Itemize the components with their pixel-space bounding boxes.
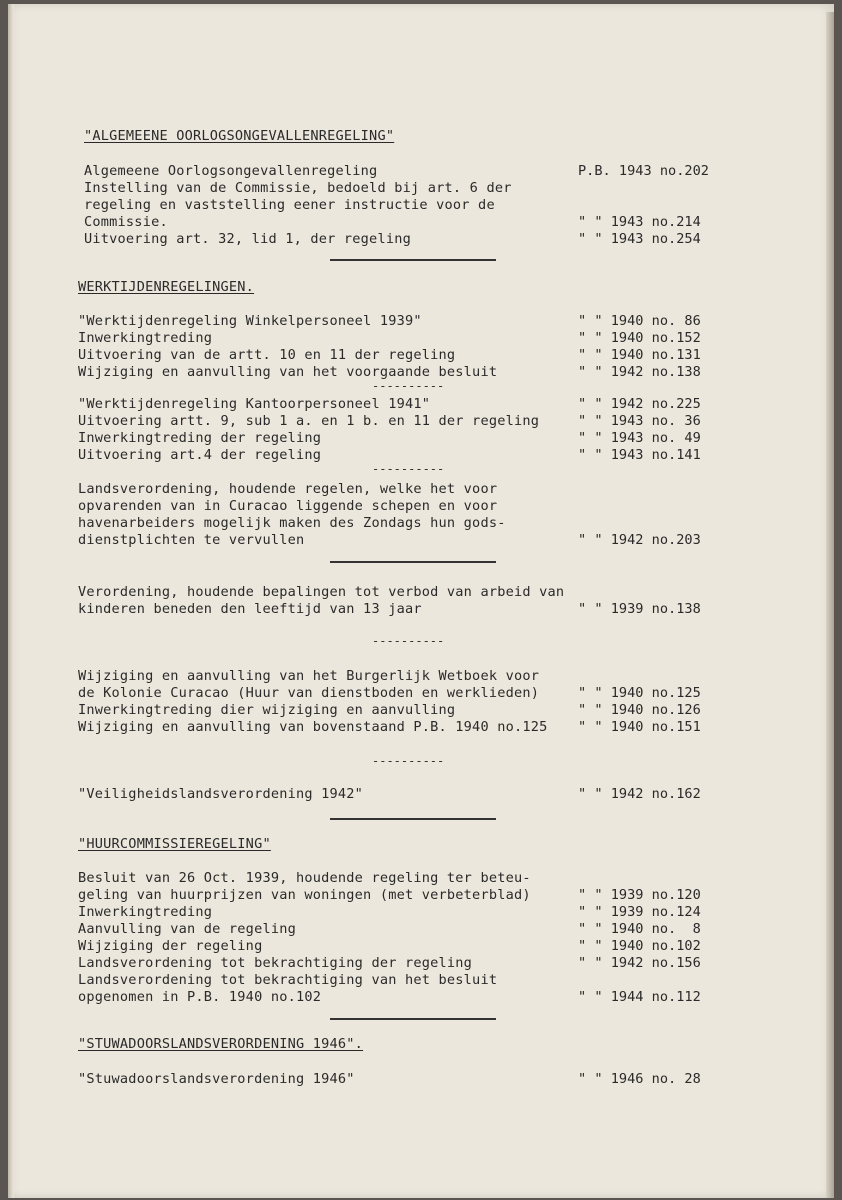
publication-ref: " " 1942 no.156 xyxy=(578,955,701,971)
entry-line: havenarbeiders mogelijk maken des Zondags hun gods- xyxy=(78,515,506,531)
entry-line: Besluit van 26 Oct. 1939, houdende regeling ter beteu- xyxy=(78,870,531,886)
publication-ref: " " 1946 no. 28 xyxy=(578,1071,701,1087)
entry-line: "Veiligheidslandsverordening 1942" xyxy=(78,786,364,802)
publication-ref: " " 1939 no.138 xyxy=(578,601,701,617)
publication-ref: " " 1943 no.141 xyxy=(578,447,701,463)
publication-ref: " " 1939 no.124 xyxy=(578,904,701,920)
page-binding xyxy=(8,4,14,1198)
dash-separator: ---------- xyxy=(372,379,445,393)
entry-line: Uitvoering art. 32, lid 1, der regeling xyxy=(84,231,411,247)
document-page xyxy=(8,4,834,1198)
entry-line: Inwerkingtreding xyxy=(78,330,213,346)
entry-line: Wijziging en aanvulling van het Burgerlijk Wetboek voor xyxy=(78,668,540,684)
entry-line: Wijziging en aanvulling van bovenstaand P.B. 1940 no.125 xyxy=(78,719,548,735)
entry-line: Inwerkingtreding dier wijziging en aanvulling xyxy=(78,702,456,718)
section-heading-stuwadoors: "STUWADOORSLANDSVERORDENING 1946". xyxy=(78,1036,364,1052)
publication-ref: P.B. 1943 no.202 xyxy=(578,163,709,179)
publication-ref: " " 1942 no.162 xyxy=(578,786,701,802)
entry-line: Aanvulling van de regeling xyxy=(78,921,296,937)
entry-line: Landsverordening, houdende regelen, welke het voor xyxy=(78,481,498,497)
publication-ref: " " 1940 no.125 xyxy=(578,685,701,701)
entry-line: dienstplichten te vervullen xyxy=(78,532,305,548)
entry-line: Uitvoering artt. 9, sub 1 a. en 1 b. en 11 der regeling xyxy=(78,413,540,429)
entry-line: Uitvoering art.4 der regeling xyxy=(78,447,322,463)
entry-line: Wijziging en aanvulling van het voorgaande besluit xyxy=(78,364,498,380)
entry-line: de Kolonie Curacao (Huur van dienstboden en werklieden) xyxy=(78,685,540,701)
dash-separator: ---------- xyxy=(372,634,445,648)
entry-line: Inwerkingtreding xyxy=(78,904,213,920)
entry-line: Inwerkingtreding der regeling xyxy=(78,430,322,446)
entry-line: Commissie. xyxy=(84,214,168,230)
publication-ref: " " 1939 no.120 xyxy=(578,887,701,903)
publication-ref: " " 1940 no.102 xyxy=(578,938,701,954)
entry-line: Landsverordening tot bekrachtiging der regeling xyxy=(78,955,473,971)
entry-line: regeling en vaststelling eener instructie voor de xyxy=(84,197,495,213)
entry-line: Instelling van de Commissie, bedoeld bij art. 6 der xyxy=(84,180,512,196)
publication-ref: " " 1943 no.254 xyxy=(578,231,701,247)
entry-line: Algemeene Oorlogsongevallenregeling xyxy=(84,163,378,179)
entry-line: "Werktijdenregeling Winkelpersoneel 1939" xyxy=(78,313,422,329)
publication-ref: " " 1940 no. 8 xyxy=(578,921,701,937)
page-edge xyxy=(826,12,834,1198)
entry-line: Landsverordening tot bekrachtiging van het besluit xyxy=(78,972,498,988)
section-divider xyxy=(330,1018,496,1020)
section-heading-oorlogsongevallen: "ALGEMEENE OORLOGSONGEVALLENREGELING" xyxy=(84,128,395,144)
publication-ref: " " 1943 no. 49 xyxy=(578,430,701,446)
entry-line: Verordening, houdende bepalingen tot verbod van arbeid van xyxy=(78,584,565,600)
entry-line: Uitvoering van de artt. 10 en 11 der regeling xyxy=(78,347,456,363)
entry-line: Wijziging der regeling xyxy=(78,938,263,954)
entry-line: "Stuwadoorslandsverordening 1946" xyxy=(78,1071,355,1087)
section-heading-werktijden: WERKTIJDENREGELINGEN. xyxy=(78,279,255,295)
section-heading-huurcommissie: "HUURCOMMISSIEREGELING" xyxy=(78,836,271,852)
entry-line: opvarenden van in Curacao liggende schepen en voor xyxy=(78,498,498,514)
publication-ref: " " 1942 no.225 xyxy=(578,396,701,412)
section-divider xyxy=(330,818,496,820)
entry-line: geling van huurprijzen van woningen (met verbeterblad) xyxy=(78,887,531,903)
publication-ref: " " 1942 no.203 xyxy=(578,532,701,548)
entry-line: opgenomen in P.B. 1940 no.102 xyxy=(78,989,322,1005)
publication-ref: " " 1940 no.126 xyxy=(578,702,701,718)
dash-separator: ---------- xyxy=(372,754,445,768)
entry-line: kinderen beneden den leeftijd van 13 jaar xyxy=(78,601,422,617)
publication-ref: " " 1944 no.112 xyxy=(578,989,701,1005)
publication-ref: " " 1940 no.131 xyxy=(578,347,701,363)
publication-ref: " " 1943 no. 36 xyxy=(578,413,701,429)
publication-ref: " " 1943 no.214 xyxy=(578,214,701,230)
publication-ref: " " 1940 no.152 xyxy=(578,330,701,346)
publication-ref: " " 1940 no.151 xyxy=(578,719,701,735)
section-divider xyxy=(330,259,496,261)
entry-line: "Werktijdenregeling Kantoorpersoneel 1941" xyxy=(78,396,431,412)
dash-separator: ---------- xyxy=(372,462,445,476)
publication-ref: " " 1940 no. 86 xyxy=(578,313,701,329)
publication-ref: " " 1942 no.138 xyxy=(578,364,701,380)
section-divider xyxy=(330,561,496,563)
